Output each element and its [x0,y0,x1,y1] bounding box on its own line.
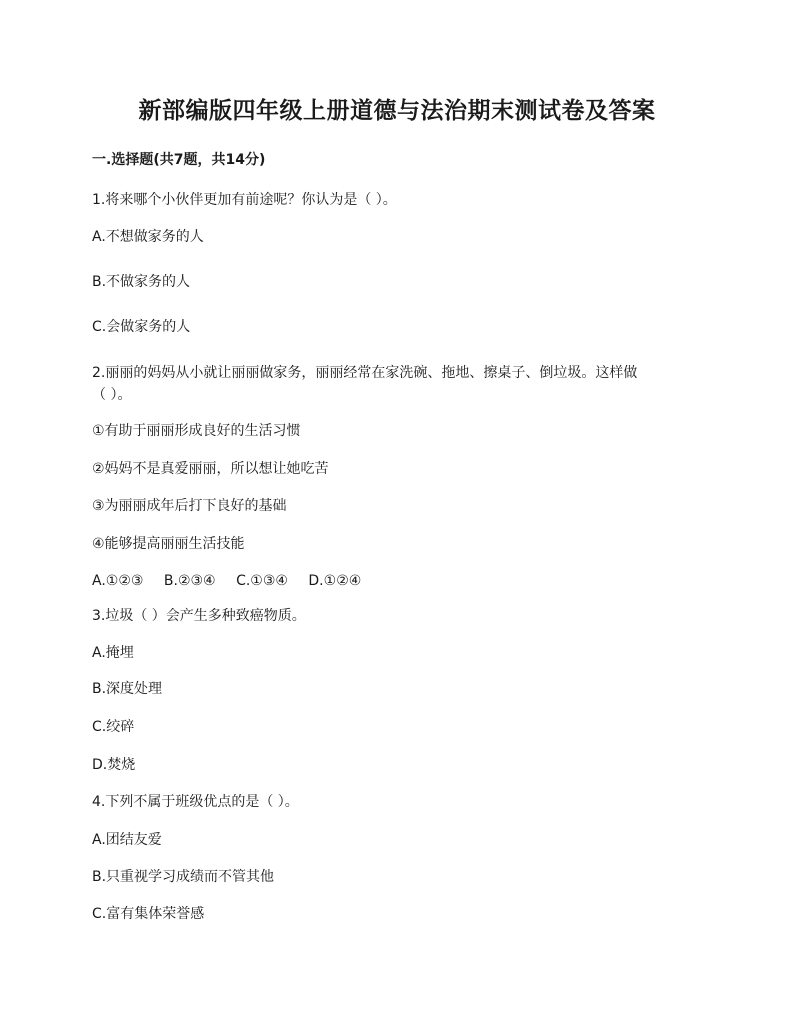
question-1-option-a: A.不想做家务的人 [92,229,204,245]
question-1-stem: 1.将来哪个小伙伴更加有前途呢？你认为是（ ）。 [92,192,397,208]
question-2-item-4: ④能够提高丽丽生活技能 [92,536,245,552]
question-2-item-2: ②妈妈不是真爱丽丽，所以想让她吃苦 [92,461,329,477]
question-2-choice-b: B.②③④ [163,573,216,589]
question-3-option-b: B.深度处理 [92,681,163,697]
question-2-choice-d: D.①②④ [308,573,362,589]
question-3-option-c: C.绞碎 [92,719,135,735]
question-2-item-3: ③为丽丽成年后打下良好的基础 [92,498,287,514]
section-heading: 一.选择题(共7题，共14分) [92,152,266,168]
question-2-item-1: ①有助于丽丽形成良好的生活习惯 [92,423,301,439]
question-3-option-d: D.焚烧 [92,757,136,773]
question-4-option-c: C.富有集体荣誉感 [92,906,205,922]
question-2-stem-line-2: （ ）。 [92,387,132,403]
question-3-stem: 3.垃圾（ ）会产生多种致癌物质。 [92,608,306,624]
question-4-option-b: B.只重视学习成绩而不管其他 [92,869,275,885]
question-3-option-a: A.掩埋 [92,645,134,661]
page-title: 新部编版四年级上册道德与法治期末测试卷及答案 [138,97,656,124]
question-2-choices [92,571,377,591]
question-4-stem: 4.下列不属于班级优点的是（ ）。 [92,794,299,810]
question-1-option-c: C.会做家务的人 [92,319,191,335]
question-2-choice-c: C.①③④ [236,573,288,589]
question-2-stem-line-1: 2.丽丽的妈妈从小就让丽丽做家务，丽丽经常在家洗碗、拖地、擦桌子、倒垃圾。这样做 [92,365,638,381]
question-2-choice-a: A.①②③ [92,573,144,589]
question-4-option-a: A.团结友爱 [92,832,162,848]
question-1-option-b: B.不做家务的人 [92,274,191,290]
